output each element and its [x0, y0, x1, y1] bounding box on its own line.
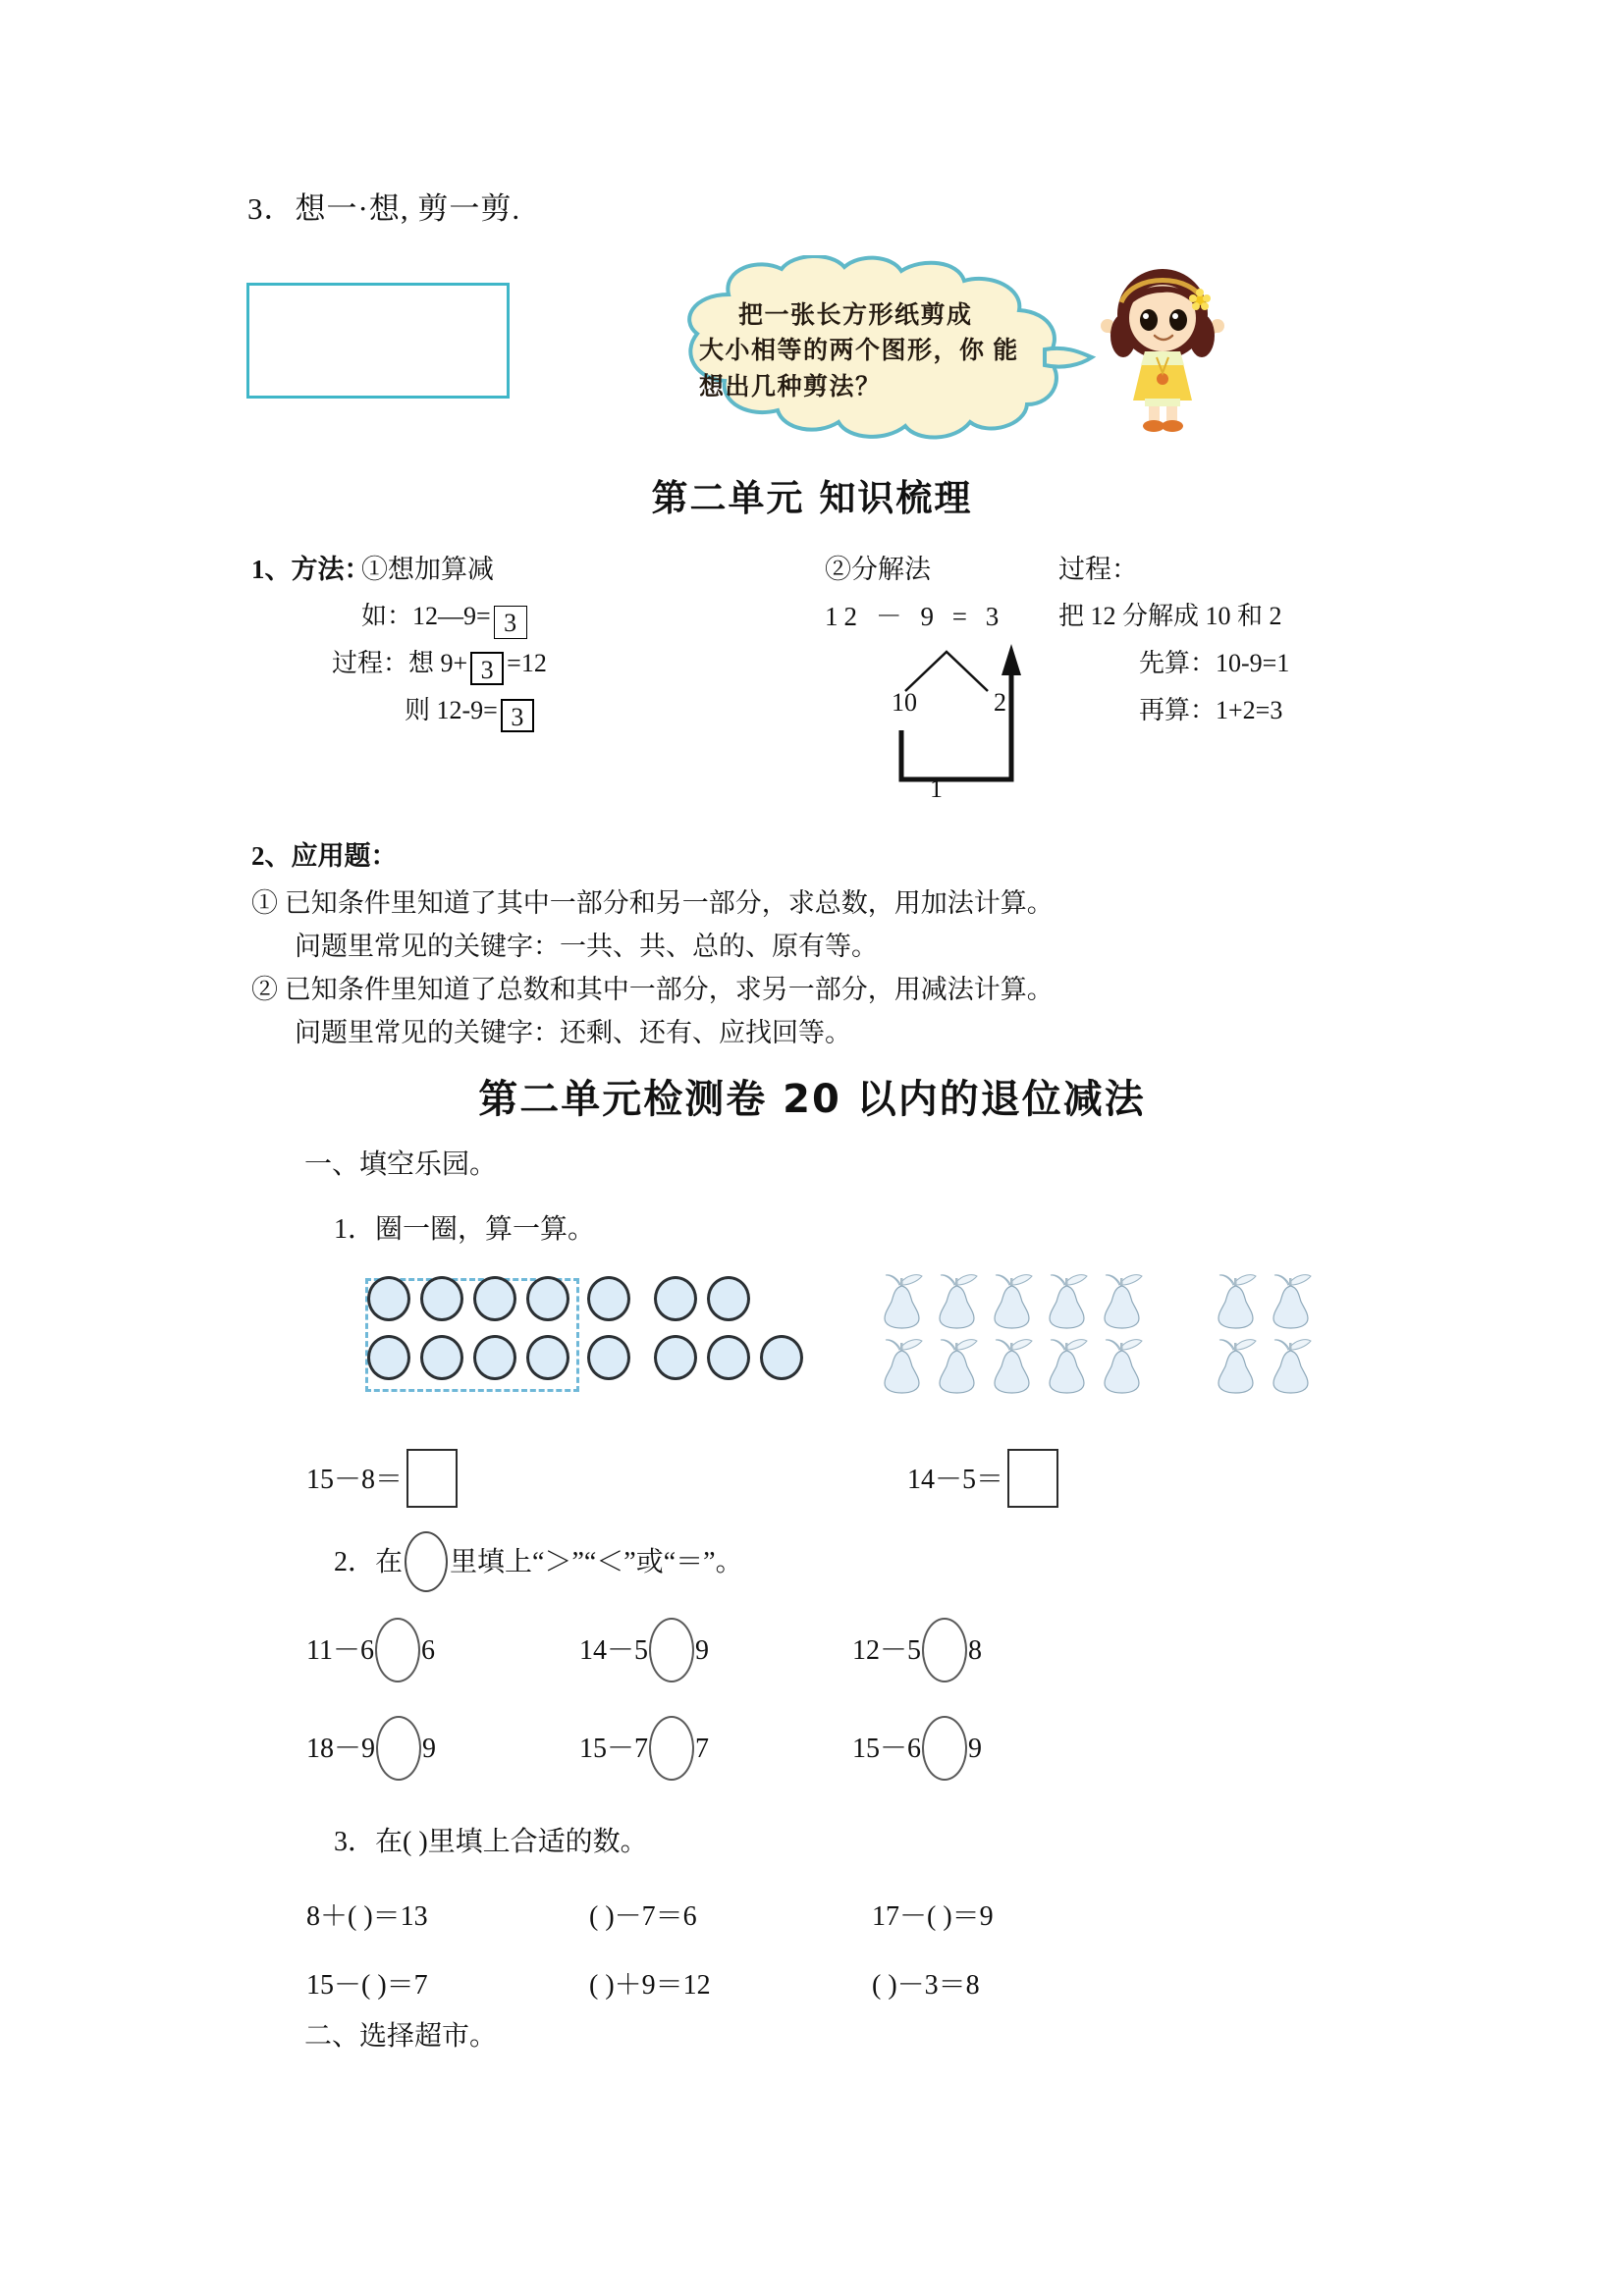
- test-paper-title: 第二单元检测卷 20 以内的退位减法: [478, 1077, 1146, 1122]
- pear-icon: [1269, 1337, 1314, 1394]
- speech-cloud: [638, 255, 1100, 452]
- pear-icon: [880, 1337, 925, 1394]
- counter-circle: [587, 1335, 630, 1380]
- counter-circle: [367, 1276, 410, 1321]
- comparison-value: 7: [695, 1734, 710, 1764]
- section-1-title: 一、填空乐园。: [304, 1149, 498, 1180]
- method-line2-prefix: 过程：想 9+: [332, 649, 468, 677]
- comparison-expression: 18－9: [306, 1734, 376, 1764]
- q1-answer-box-right[interactable]: [1007, 1449, 1058, 1508]
- pear-item: [1100, 1337, 1145, 1394]
- comparison-value: 9: [695, 1635, 710, 1666]
- application-item-2-line-1: ② 已知条件里知道了总数和其中一部分，求另一部分，用减法计算。: [251, 975, 1054, 1004]
- method-line1-answer-box[interactable]: 3: [494, 606, 527, 639]
- application-item-2-line-2: 问题里常见的关键字：还剩、还有、应找回等。: [295, 1018, 851, 1047]
- counter-circle: [473, 1276, 516, 1321]
- fill-in-blank-item[interactable]: 15－( )＝7: [306, 1970, 428, 2001]
- comparison-answer-oval[interactable]: [649, 1716, 694, 1781]
- comparison-expression: 15－7: [579, 1734, 649, 1764]
- counter-circle: [707, 1276, 750, 1321]
- counter-circle: [654, 1276, 697, 1321]
- q1-equation-right: [907, 1449, 1058, 1508]
- pear-icon: [935, 1272, 980, 1329]
- pear-item: [935, 1272, 980, 1329]
- question-2-title: [334, 1531, 743, 1592]
- pear-item: [1214, 1337, 1259, 1394]
- method-line3-answer-box[interactable]: 3: [501, 699, 534, 732]
- counter-circle: [654, 1335, 697, 1380]
- girl-character-illustration: [1098, 263, 1227, 440]
- question-3-fill-title: 3．在( )里填上合适的数。: [334, 1827, 648, 1857]
- counter-circle: [760, 1335, 803, 1380]
- cloud-text: [699, 298, 1043, 405]
- method-line1-prefix: 如：12—9=: [361, 602, 491, 630]
- method-label: 1、方法：: [251, 555, 371, 584]
- process-line-3: 再算：1+2=3: [1139, 696, 1283, 724]
- counter-circle: [707, 1335, 750, 1380]
- comparison-item: [306, 1716, 436, 1781]
- comparison-item: [579, 1716, 709, 1781]
- method-line3-prefix: 则 12-9=: [405, 696, 498, 724]
- pear-item: [880, 1272, 925, 1329]
- pear-item: [880, 1337, 925, 1394]
- counter-circle: [367, 1335, 410, 1380]
- pear-icon: [1045, 1272, 1090, 1329]
- blank-answer-rectangle[interactable]: [246, 283, 510, 399]
- comparison-value: 6: [420, 1635, 435, 1666]
- process-line-2: 先算：10-9=1: [1139, 649, 1290, 677]
- q1-equation-left: [306, 1449, 458, 1508]
- question-1-title: 1．圈一圈，算一算。: [334, 1214, 596, 1245]
- process-line-1: 把 12 分解成 10 和 2: [1058, 602, 1282, 630]
- pear-icon: [1100, 1337, 1145, 1394]
- application-item-1-line-2: 问题里常见的关键字：一共、共、总的、原有等。: [295, 932, 878, 961]
- method-example-line-3: [405, 697, 537, 732]
- pear-item: [935, 1337, 980, 1394]
- application-item-1-line-1: ① 已知条件里知道了其中一部分和另一部分，求总数，用加法计算。: [251, 888, 1054, 918]
- method-example-line-2: [332, 650, 547, 685]
- pear-icon: [1269, 1272, 1314, 1329]
- cloud-line-1: 把一张长方形纸剪成: [738, 302, 973, 329]
- counter-circle: [526, 1335, 569, 1380]
- pear-item: [1045, 1337, 1090, 1394]
- fill-in-blank-item[interactable]: 8＋( )＝13: [306, 1901, 428, 1932]
- counter-circle: [420, 1335, 463, 1380]
- circle-group: [359, 1276, 821, 1392]
- pear-icon: [935, 1337, 980, 1394]
- method-example-line-1: [361, 603, 530, 639]
- application-label: 2、应用题：: [251, 841, 398, 871]
- pear-item: [990, 1337, 1035, 1394]
- decomposition-tree-diagram: [844, 618, 1070, 795]
- comparison-item: [306, 1618, 435, 1682]
- comparison-answer-oval[interactable]: [649, 1618, 694, 1682]
- counter-circle: [420, 1276, 463, 1321]
- counter-circle: [473, 1335, 516, 1380]
- pear-icon: [1045, 1337, 1090, 1394]
- q1-equation-right-text: 14－5＝: [907, 1465, 1004, 1495]
- pear-item: [990, 1272, 1035, 1329]
- decompose-equation: 12 － 9 = 3: [825, 602, 1005, 631]
- process-label: 过程：: [1058, 555, 1138, 584]
- decompose-part-ten: 10: [892, 688, 917, 717]
- pear-item: [1100, 1272, 1145, 1329]
- fill-in-blank-item[interactable]: ( )＋9＝12: [589, 1970, 711, 2001]
- pear-icon: [1214, 1272, 1259, 1329]
- comparison-answer-oval[interactable]: [375, 1618, 420, 1682]
- fill-in-blank-item[interactable]: ( )－3＝8: [872, 1970, 980, 2001]
- comparison-answer-oval[interactable]: [922, 1618, 967, 1682]
- comparison-expression: 14－5: [579, 1635, 649, 1666]
- q2-title-before: 2．在: [334, 1547, 404, 1577]
- method-option-1: ①想加算减: [361, 555, 494, 584]
- cloud-line-3: 能想出几种剪法？: [699, 338, 1019, 400]
- comparison-expression: 11－6: [306, 1635, 374, 1666]
- method-line2-answer-box[interactable]: 3: [470, 652, 504, 685]
- comparison-value: 9: [422, 1734, 437, 1764]
- pear-item: [1214, 1272, 1259, 1329]
- pear-icon: [990, 1272, 1035, 1329]
- comparison-answer-oval[interactable]: [922, 1716, 967, 1781]
- question-3-heading: 3．想一·想, 剪一剪.: [247, 191, 521, 226]
- comparison-answer-oval[interactable]: [376, 1716, 421, 1781]
- comparison-item: [852, 1716, 982, 1781]
- pear-icon: [1100, 1272, 1145, 1329]
- q1-answer-box-left[interactable]: [406, 1449, 458, 1508]
- pear-icon: [880, 1272, 925, 1329]
- q2-title-after: 里填上“＞”“＜”或“＝”。: [450, 1547, 743, 1577]
- q1-equation-left-text: 15－8＝: [306, 1465, 404, 1495]
- comparison-value: 8: [968, 1635, 983, 1666]
- section-2-title: 二、选择超市。: [304, 2021, 498, 2052]
- fill-in-blank-item[interactable]: ( )－7＝6: [589, 1901, 697, 1932]
- pear-item: [1045, 1272, 1090, 1329]
- pear-group: [880, 1272, 1292, 1400]
- method-line2-suffix: =12: [507, 649, 547, 677]
- comparison-expression: 15－6: [852, 1734, 922, 1764]
- counter-circle: [526, 1276, 569, 1321]
- pear-item: [1269, 1337, 1314, 1394]
- unit-knowledge-title: 第二单元 知识梳理: [651, 477, 973, 519]
- fill-in-blank-item[interactable]: 17－( )＝9: [872, 1901, 994, 1932]
- comparison-item: [579, 1618, 709, 1682]
- comparison-value: 9: [968, 1734, 983, 1764]
- pear-item: [1269, 1272, 1314, 1329]
- counter-circle: [587, 1276, 630, 1321]
- cloud-line-2: 大小相等的两个图形，你: [699, 338, 986, 365]
- decompose-result-one: 1: [930, 774, 943, 803]
- pear-icon: [990, 1337, 1035, 1394]
- comparison-expression: 12－5: [852, 1635, 922, 1666]
- comparison-item: [852, 1618, 982, 1682]
- decompose-part-two: 2: [994, 688, 1006, 717]
- pear-icon: [1214, 1337, 1259, 1394]
- method-option-2: ②分解法: [825, 555, 931, 584]
- q2-sample-oval-icon: [405, 1531, 448, 1592]
